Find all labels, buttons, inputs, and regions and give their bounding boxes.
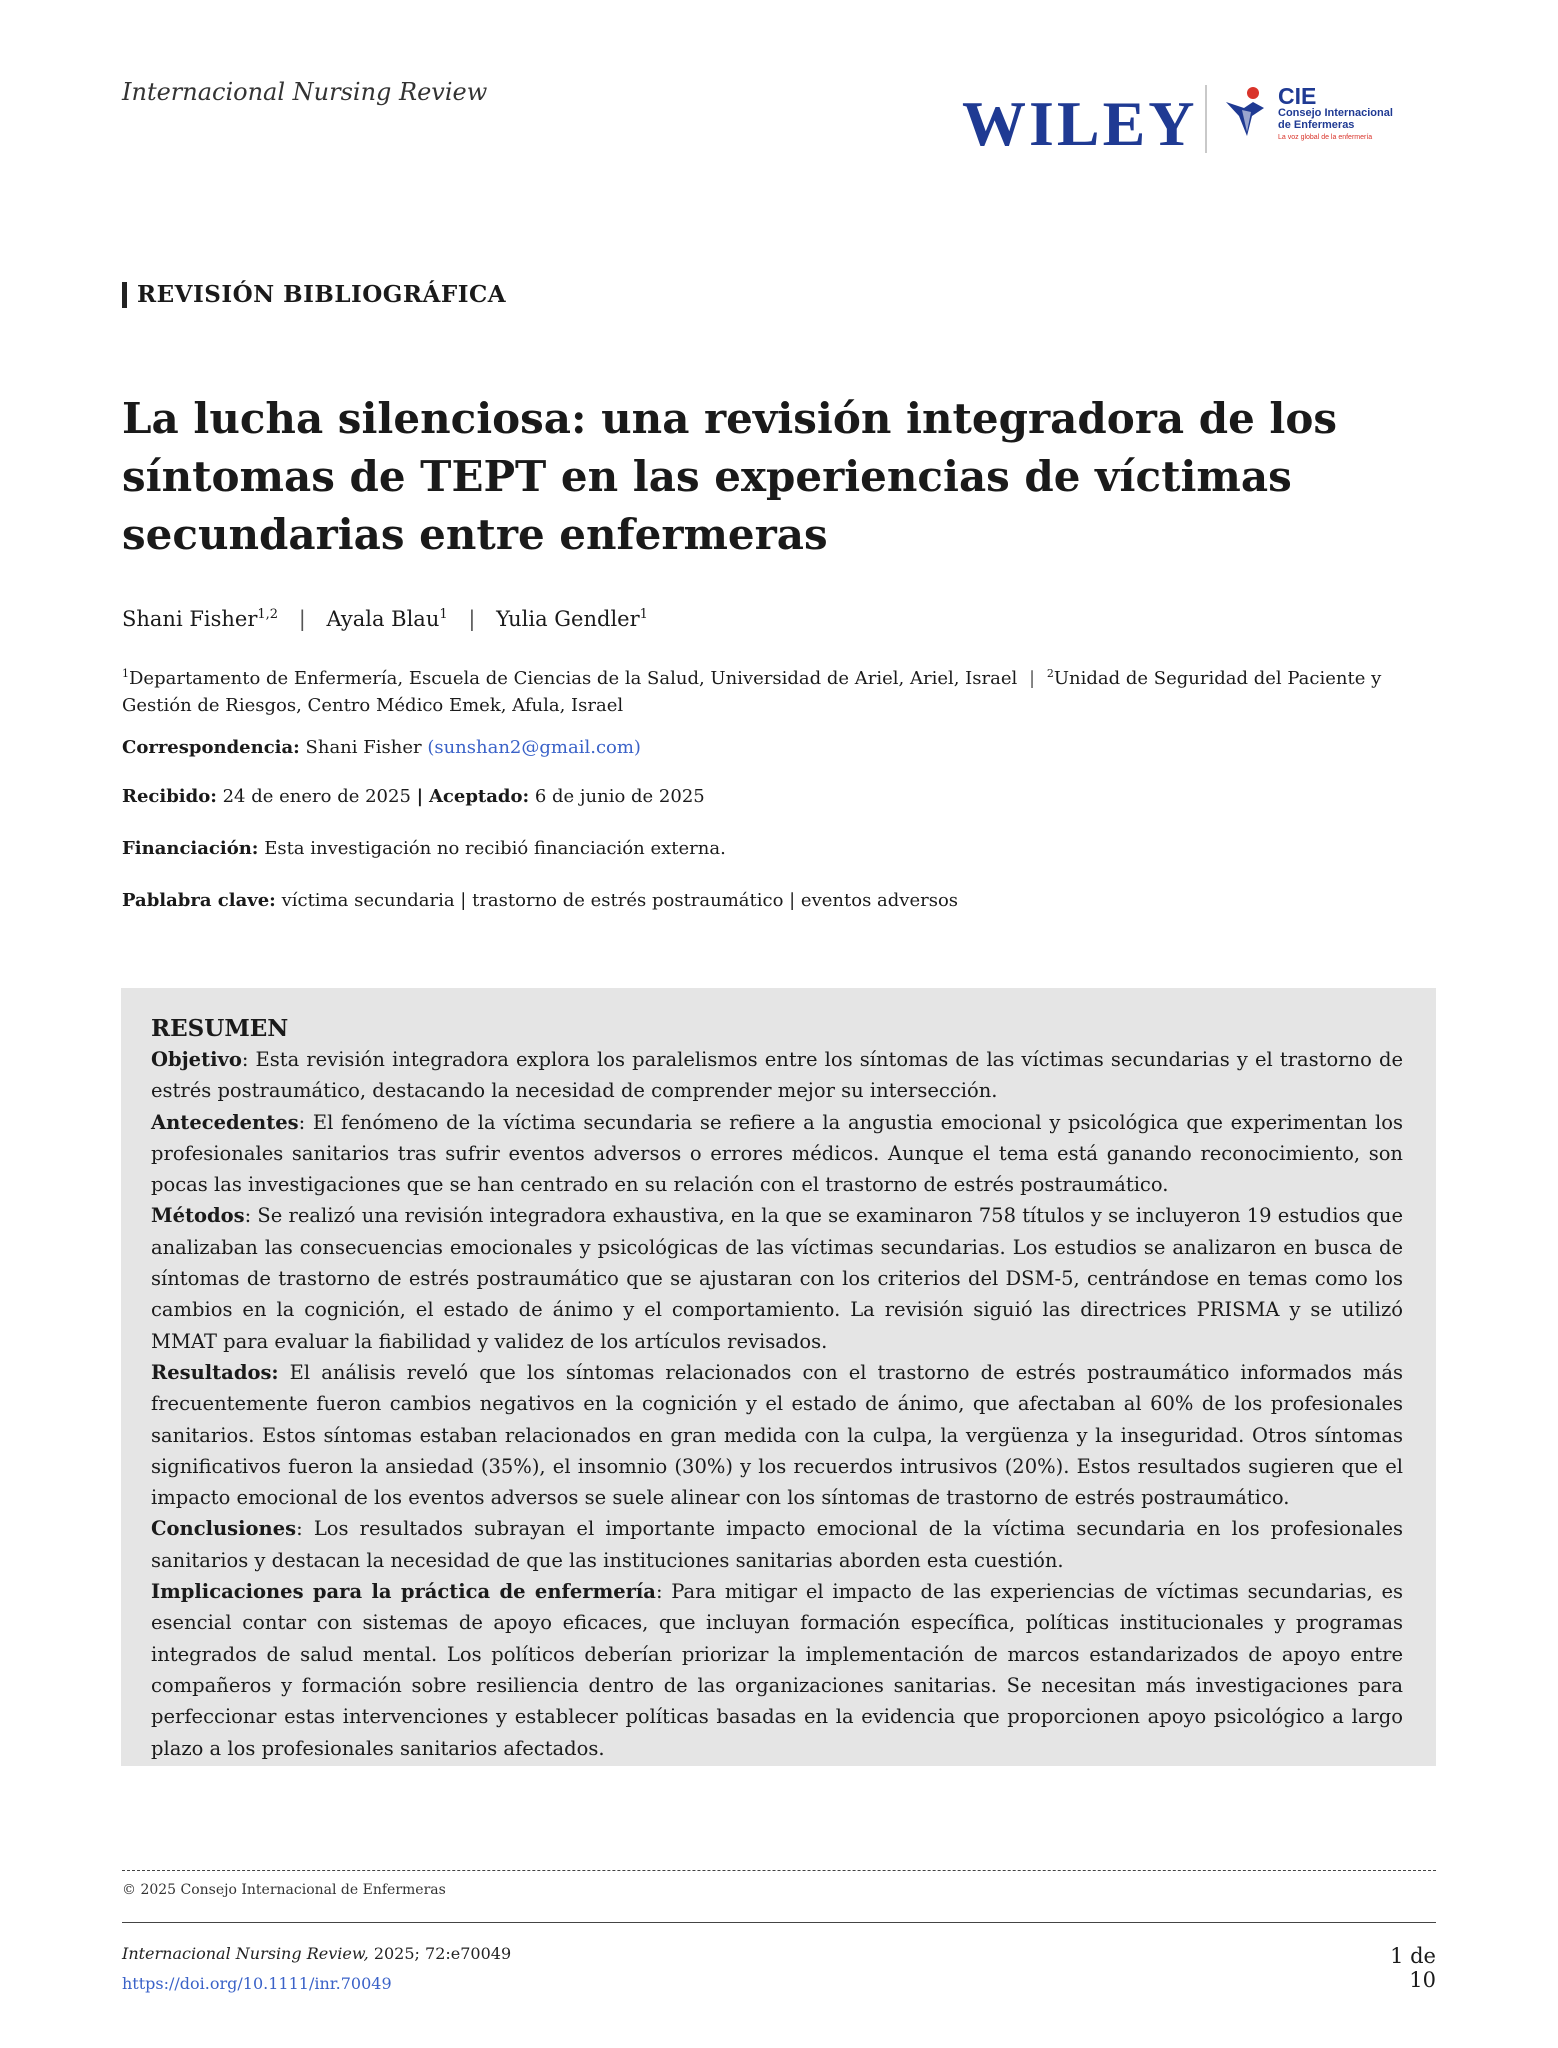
abstract-section xyxy=(151,1044,1403,1107)
footer-volume: 2025; 72:e70049 xyxy=(373,1944,512,1963)
cie-logo-icon xyxy=(1222,86,1270,144)
affiliation-2: Unidad de Seguridad del Paciente y Gestión de Riesgos, Centro Médico Emek, Afula, Israel xyxy=(122,668,1382,716)
keywords-text: víctima secundaria | trastorno de estrés postraumático | eventos adversos xyxy=(281,890,959,911)
author-affiliation-sup: 1,2 xyxy=(257,607,279,622)
affiliation-1: Departamento de Enfermería, Escuela de Ciencias de la Salud, Universidad de Ariel, Ariel, Israel xyxy=(129,668,1018,689)
wiley-logo: WILEY xyxy=(962,88,1198,159)
abstract-section-text: : Para mitigar el impacto de las experiencias de víctimas secundarias, es esencial contar con sistemas de apoyo eficaces, que incluyan formación específica, políticas institucionales y programas integrados de salud mental. Los políticos deberían priorizar la implementación de marcos estandarizados de apoyo entre compañeros y formación sobre resiliencia dentro de las organizaciones sanitarias. Se necesitan más investigaciones para perfeccionar estas intervenciones y establecer políticas basadas en la evidencia que proporcionen apoyo psicológico a largo plazo a los profesionales sanitarios afectados. xyxy=(151,1580,1403,1760)
doi-link[interactable]: https://doi.org/10.1111/inr.70049 xyxy=(122,1974,392,1993)
correspondence-name: Shani Fisher xyxy=(305,737,422,758)
abstract-section xyxy=(151,1200,1403,1356)
cie-name-line1: Consejo Internacional xyxy=(1278,107,1393,120)
abstract-section-label: Objetivo xyxy=(151,1048,242,1071)
abstract-section-text: : Esta revisión integradora explora los paralelismos entre los síntomas de las víctimas secundarias y el trastorno de estrés postraumático, destacando la necesidad de comprender mejor su intersección. xyxy=(151,1048,1403,1103)
abstract-section xyxy=(151,1576,1403,1764)
keywords-label: Pablabra clave: xyxy=(122,890,276,911)
abstract-section-text: El análisis reveló que los síntomas relacionados con el trastorno de estrés postraumático informados más frecuentemente fueron cambios negativos en la cognición y el estado de ánimo, que afectaban al 60% de los profesionales sanitarios. Estos síntomas estaban relacionados en gran medida con la culpa, la vergüenza y la inseguridad. Otros síntomas significativos fueron la ansiedad (35%), el insomnio (30%) y los recuerdos intrusivos (20%). Estos resultados sugieren que el impacto emocional de los eventos adversos se suele alinear con los síntomas de trastorno de estrés postraumático. xyxy=(151,1360,1403,1510)
abstract-content xyxy=(151,1014,1403,1764)
abstract-section-label: Resultados: xyxy=(151,1360,279,1384)
received-date: 24 de enero de 2025 xyxy=(222,786,411,807)
abstract-section-label: Métodos xyxy=(151,1204,245,1228)
affiliation-sup: 1 xyxy=(122,667,129,680)
author-name: Yulia Gendler xyxy=(496,607,640,631)
funding-line xyxy=(122,838,726,859)
abstract-section xyxy=(151,1513,1403,1576)
footer-citation xyxy=(122,1944,511,1963)
cie-tagline: La voz global de la enfermería xyxy=(1278,134,1373,142)
abstract-section xyxy=(151,1357,1403,1513)
author-name: Shani Fisher xyxy=(122,607,258,631)
author-affiliation-sup: 1 xyxy=(439,607,448,622)
abstract-section-label: Conclusiones xyxy=(151,1517,297,1541)
accepted-label: Aceptado: xyxy=(428,786,530,807)
accepted-date: 6 de junio de 2025 xyxy=(534,786,705,807)
author-affiliation-sup: 1 xyxy=(639,607,648,622)
funding-text: Esta investigación no recibió financiación externa. xyxy=(264,838,726,859)
cie-name-line2: de Enfermeras xyxy=(1278,118,1355,131)
article-title: La lucha silenciosa: una revisión integradora de los síntomas de TEPT en las experiencias de víctimas secundarias entre enfermeras xyxy=(122,394,1338,559)
cie-abbreviation: CIE xyxy=(1278,83,1317,109)
affiliations xyxy=(122,660,1442,719)
logo-divider xyxy=(1205,85,1207,153)
author-list xyxy=(122,607,648,631)
author-separator: | xyxy=(468,607,476,631)
footer-divider xyxy=(122,1922,1436,1923)
correspondence-line xyxy=(122,737,641,758)
dates-line xyxy=(122,786,705,807)
received-label: Recibido: xyxy=(122,786,217,807)
author-name: Ayala Blau xyxy=(326,607,440,631)
funding-label: Financiación: xyxy=(122,838,259,859)
copyright-notice: © 2025 Consejo Internacional de Enfermeras xyxy=(122,1882,446,1898)
author-separator: | xyxy=(298,607,306,631)
abstract-section-label: Implicaciones para la práctica de enfermería xyxy=(151,1580,656,1604)
footnote-divider xyxy=(122,1870,1436,1871)
journal-name-header: Internacional Nursing Review xyxy=(122,78,488,106)
abstract-section-text: : Se realizó una revisión integradora exhaustiva, en la que se examinaron 758 títulos y se incluyeron 19 estudios que analizaban las consecuencias emocionales y psicológicas de las víctimas secundarias. Los estudios se analizaron en busca de síntomas de trastorno de estrés postraumático que se ajustaran con los criterios del DSM-5, centrándose en temas como los cambios en la cognición, el estado de ánimo y el comportamiento. La revisión siguió las directrices PRISMA y se utilizó MMAT para evaluar la fiabilidad y validez de los artículos revisados. xyxy=(151,1204,1403,1353)
cie-logo-text xyxy=(1278,84,1393,142)
abstract-section xyxy=(151,1107,1403,1201)
abstract-box xyxy=(121,988,1436,1766)
abstract-section-label: Antecedentes xyxy=(151,1110,299,1134)
page-number: 1 de 10 xyxy=(1390,1944,1436,1992)
abstract-section-text: : Los resultados subrayan el importante impacto emocional de la víctima secundaria en los profesionales sanitarios y destacan la necesidad de que las instituciones sanitarias aborden esta cuestión. xyxy=(151,1517,1403,1572)
correspondence-label: Correspondencia: xyxy=(122,737,300,758)
abstract-heading: RESUMEN xyxy=(151,1015,289,1042)
affiliation-sup: 2 xyxy=(1046,667,1054,680)
keywords-line xyxy=(122,890,958,911)
dates-separator: | xyxy=(416,786,424,807)
affiliation-separator: | xyxy=(1029,668,1036,689)
abstract-section-text: : El fenómeno de la víctima secundaria se refiere a la angustia emocional y psicológica que experimentan los profesionales sanitarios tras sufrir eventos adversos o errores médicos. Aunque el tema está ganando reconocimiento, son pocas las investigaciones que se han centrado en su relación con el trastorno de estrés postraumático. xyxy=(151,1110,1403,1197)
section-label: REVISIÓN BIBLIOGRÁFICA xyxy=(122,282,506,308)
correspondence-email-link[interactable]: (sunshan2@gmail.com) xyxy=(427,737,641,758)
footer-journal-name: Internacional Nursing Review, xyxy=(122,1944,369,1963)
